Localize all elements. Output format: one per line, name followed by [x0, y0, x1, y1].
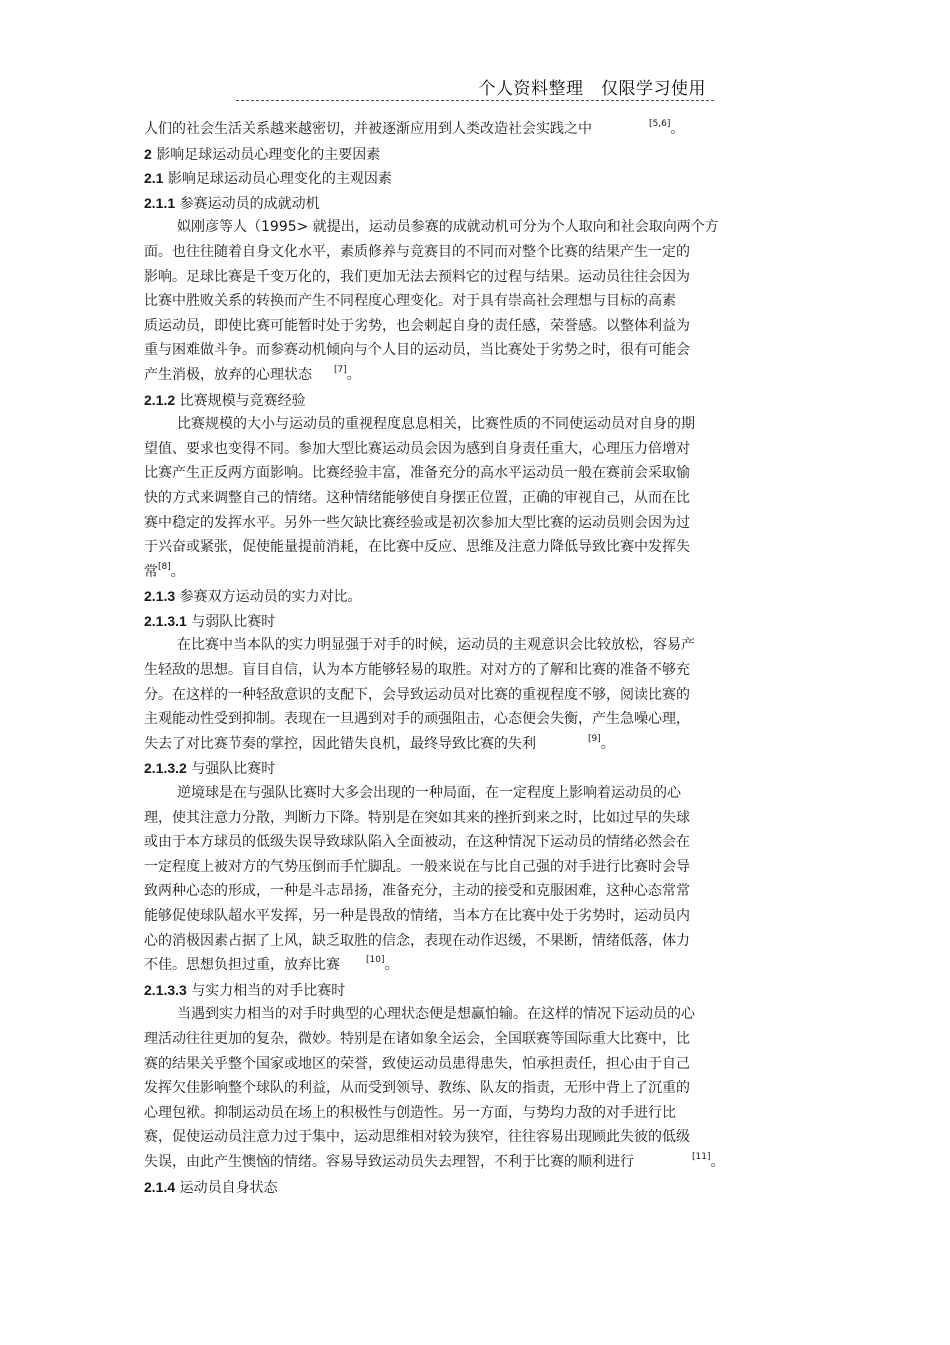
- text-line: [144, 215, 744, 240]
- citation-ref: [11]: [692, 1151, 711, 1162]
- citation-ref: [10]: [366, 955, 385, 966]
- text-line: [144, 707, 744, 732]
- section-heading: [144, 166, 744, 191]
- text-line: [144, 289, 744, 314]
- line-text: 理，使其注意力分散，判断力下降。特别是在突如其来的挫折到来之时，比如过早的失球: [144, 809, 690, 826]
- citation-ref: [5,6]: [649, 119, 671, 129]
- section-title: 参赛运动员的成就动机: [179, 195, 320, 212]
- line-text: 赛，促使运动员注意力过于集中，运动思维相对较为狭窄，往往容易出现顾此失彼的低级: [144, 1129, 690, 1146]
- text-line: [144, 1101, 744, 1126]
- section-heading: [144, 191, 744, 216]
- section-heading: [144, 584, 744, 609]
- line-text: 发挥欠佳影响整个球队的利益，从而受到领导、教练、队友的指责，无形中背上了沉重的: [144, 1080, 690, 1097]
- text-line: [144, 855, 744, 880]
- header-text: 个人资料整理 仅限学习使用: [478, 79, 706, 99]
- line-text: 生轻敌的思想。盲目自信，认为本方能够轻易的取胜。对对方的了解和比赛的准备不够充: [144, 662, 690, 679]
- section-number: 2.1.3.1: [144, 612, 187, 629]
- section-heading: [144, 388, 744, 413]
- line-text: 常: [144, 563, 158, 580]
- text-line: [144, 781, 744, 806]
- section-number: 2.1.1: [144, 194, 176, 211]
- text-line: [144, 486, 744, 511]
- section-number: 2.1.3: [144, 588, 176, 605]
- text-line: [144, 929, 744, 954]
- text-line: [144, 830, 744, 855]
- line-text: 分。在这样的一种轻敌意识的支配下，会导致运动员对比赛的重视程度不够，阅读比赛的: [144, 686, 690, 703]
- section-number: 2.1.3.3: [144, 981, 187, 998]
- line-text: 或由于本方球员的低级失误导致球队陷入全面被动，在这种情况下运动员的情绪必然会在: [144, 834, 690, 851]
- section-title: 比赛规模与竞赛经验: [179, 392, 306, 409]
- text-line: [144, 461, 744, 486]
- line-text: 比赛规模的大小与运动员的重视程度息息相关，比赛性质的不同使运动员对自身的期: [177, 416, 695, 433]
- section-title: 与实力相当的对手比赛时: [191, 982, 346, 999]
- text-line: [144, 633, 744, 658]
- line-text: 比赛中胜败关系的转换而产生不同程度心理变化。对于具有崇高社会理想与目标的高素: [144, 293, 676, 310]
- text-line: [144, 265, 744, 290]
- line-text: 赛的结果关乎整个国家或地区的荣誉，致使运动员患得患失，怕承担责任，担心由于自己: [144, 1055, 690, 1072]
- line-text: 赛中稳定的发挥水平。另外一些欠缺比赛经验或是初次参加大型比赛的运动员则会因为过: [144, 514, 690, 531]
- text-line: [144, 338, 744, 363]
- text-line: [144, 1052, 744, 1077]
- line-text: 理活动往往更加的复杂，微妙。特别是在诸如象全运会，全国联赛等国际重大比赛中，比: [144, 1030, 690, 1047]
- line-text: 能够促使球队超水平发挥，另一种是畏敌的情绪，当本方在比赛中处于劣势时，运动员内: [144, 908, 690, 924]
- line-text: 姒刚彦等人（1995> 就提出，运动员参赛的成就动机可分为个人取向和社会取向两个方: [177, 219, 719, 236]
- line-text: 质运动员，即使比赛可能暂时处于劣势，也会刺起自身的责任感，荣誉感。以整体利益为: [144, 317, 690, 334]
- section-number: 2: [144, 145, 152, 162]
- text-line: [144, 437, 744, 462]
- line-text: 一定程度上被对方的气势压倒而手忙脚乱。一般来说在与比自己强的对手进行比赛时会导: [144, 858, 690, 875]
- line-text: 失误，由此产生懊恼的情绪。容易导致运动员失去理智，不利于比赛的顺利进行: [144, 1153, 634, 1170]
- line-text: 望值、要求也变得不同。参加大型比赛运动员会因为感到自身责任重大，心理压力倍增对: [144, 440, 690, 457]
- section-title: 与强队比赛时: [191, 761, 276, 778]
- citation-ref: [9]: [588, 733, 601, 744]
- line-text: 心理包袱。抑制运动员在场上的积极性与创造性。另一方面，与势均力敌的对手进行比: [144, 1104, 676, 1121]
- line-tail: 。: [170, 563, 185, 580]
- text-line: [144, 560, 744, 585]
- section-heading: [144, 142, 744, 167]
- section-heading: [144, 609, 744, 634]
- line-text: 主观能动性受到抑制。表现在一旦遇到对手的顽强阻击，心态便会失衡，产生急噪心理，: [144, 711, 690, 728]
- section-heading: [144, 978, 744, 1003]
- section-title: 影响足球运动员心理变化的主要因素: [156, 146, 381, 163]
- line-text: 失去了对比赛节奏的掌控，因此错失良机，最终导致比赛的失利: [144, 735, 536, 752]
- text-line: [144, 732, 744, 757]
- citation-ref: [7]: [334, 364, 347, 375]
- section-number: 2.1.4: [144, 1178, 176, 1195]
- section-number: 2.1: [144, 170, 164, 187]
- text-line: [144, 1027, 744, 1052]
- text-line: [144, 117, 744, 142]
- text-line: [144, 658, 744, 683]
- line-text: 于兴奋或紧张，促使能量提前消耗，在比赛中反应、思维及注意力降低导致比赛中发挥失: [144, 539, 690, 556]
- page-header: [236, 76, 714, 101]
- line-text: 在比赛中当本队的实力明显强于对手的时候，运动员的主观意识会比较放松，容易产: [177, 637, 695, 654]
- text-line: [144, 1076, 744, 1101]
- section-title: 与弱队比赛时: [191, 613, 276, 630]
- section-heading: [144, 756, 744, 781]
- text-line: [144, 1125, 744, 1150]
- line-text: 比赛产生正反两方面影响。比赛经验丰富，准备充分的高水平运动员一般在赛前会采取愉: [144, 465, 690, 482]
- section-title: 参赛双方运动员的实力对比。: [179, 589, 362, 606]
- line-tail: 。: [600, 735, 615, 752]
- text-line: [144, 511, 744, 536]
- line-tail: 。: [710, 1153, 725, 1170]
- text-line: [144, 806, 744, 831]
- line-text: 影响。足球比赛是千变万化的，我们更加无法去预料它的过程与结果。运动员往往会因为: [144, 268, 690, 285]
- section-title: 运动员自身状态: [179, 1179, 278, 1196]
- line-text: 致两种心态的形成，一种是斗志昂扬，准备充分，主动的接受和克服困难，这种心态常常: [144, 883, 690, 900]
- text-line: [144, 1150, 744, 1175]
- text-line: [144, 240, 744, 265]
- line-text: 逆境球是在与强队比赛时大多会出现的一种局面，在一定程度上影响着运动员的心: [177, 785, 681, 802]
- line-text: 心的消极因素占据了上风，缺乏取胜的信念，表现在动作迟缓，不果断，情绪低落，体力: [144, 932, 690, 949]
- text-line: [144, 535, 744, 560]
- line-text: 不佳。思想负担过重，放弃比赛: [144, 957, 340, 974]
- line-text: 快的方式来调整自己的情绪。这种情绪能够使自身摆正位置，正确的审视自己，从而在比: [144, 489, 690, 506]
- text-line: [144, 363, 744, 388]
- line-text: 当遇到实力相当的对手时典型的心理状态便是想赢怕输。在这样的情况下运动员的心: [177, 1006, 695, 1023]
- section-number: 2.1.3.2: [144, 760, 187, 777]
- section-number: 2.1.2: [144, 391, 176, 408]
- line-text: 重与困难做斗争。而参赛动机倾向与个人目的运动员，当比赛处于劣势之时，很有可能会: [144, 342, 690, 359]
- text-line: [144, 879, 744, 904]
- document-body: [144, 117, 744, 1199]
- text-line: [144, 904, 744, 929]
- line-text: 产生消极，放弃的心理状态: [144, 366, 312, 383]
- line-tail: 。: [346, 366, 361, 383]
- line-tail: 。: [384, 957, 399, 974]
- citation-ref: [8]: [158, 561, 171, 572]
- text-line: [144, 1002, 744, 1027]
- line-text: 面。也往往随着自身文化水平，素质修养与竞赛目的不同而对整个比赛的结果产生一定的: [144, 243, 690, 260]
- text-line: [144, 953, 744, 978]
- line-text: 人们的社会生活关系越来越密切，并被逐渐应用到人类改造社会实践之中: [144, 121, 592, 137]
- text-line: [144, 683, 744, 708]
- line-tail: 。: [670, 121, 685, 137]
- section-heading: [144, 1175, 744, 1200]
- section-title: 影响足球运动员心理变化的主观因素: [167, 171, 392, 188]
- text-line: [144, 314, 744, 339]
- text-line: [144, 412, 744, 437]
